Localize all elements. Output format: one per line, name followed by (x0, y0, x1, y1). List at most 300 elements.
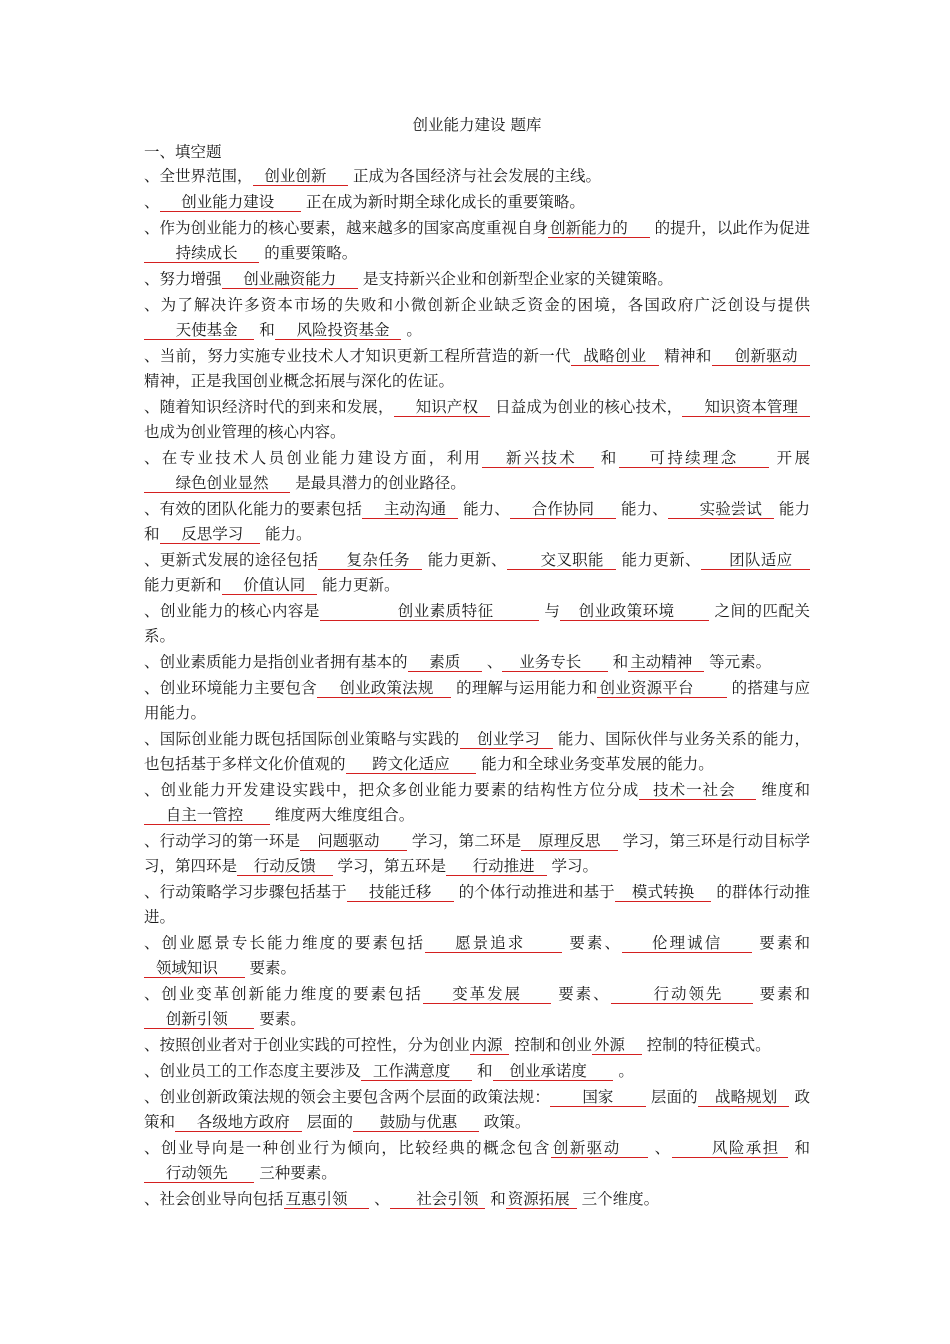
blank-padding (793, 551, 808, 569)
blank-padding (736, 781, 754, 799)
question-text: 政策和 (144, 1088, 810, 1131)
answer-blank (672, 1139, 789, 1158)
answer-text: 复杂任务 (346, 551, 410, 569)
blank-padding (798, 398, 808, 416)
blank-padding (700, 1088, 715, 1106)
question-text: 能力更新和 (144, 576, 222, 594)
question-text: 、为了解决许多资本市场的失败和小微创新企业缺乏资金的困境，各国政府广泛创设与提供 (144, 296, 810, 314)
question-text: 的重要策略。 (259, 244, 358, 262)
question-text: 能力更新、 (616, 551, 701, 569)
answer-text: 创新引领 (165, 1010, 228, 1028)
answer-text: 创业政策环境 (578, 602, 675, 620)
question-text: 、全世界范围， (144, 167, 253, 185)
answer-text: 内源 (471, 1036, 503, 1054)
blank-padding (703, 551, 729, 569)
answer-text: 实验尝试 (699, 500, 762, 518)
blank-padding (392, 1190, 417, 1208)
blank-padding (674, 1139, 712, 1157)
question-text: 、创业导向是一种创业行为倾向，比较经典的概念包含 (144, 1139, 551, 1157)
blank-padding (364, 500, 384, 518)
blank-padding (239, 857, 254, 875)
blank-padding (290, 1113, 300, 1131)
answer-text: 行动领先 (653, 985, 724, 1003)
blank-padding (348, 755, 373, 773)
blank-padding (494, 602, 537, 620)
answer-blank (390, 1190, 486, 1209)
answer-text: 知识产权 (415, 398, 479, 416)
blank-padding (336, 270, 356, 288)
answer-text: 知识资本管理 (704, 398, 799, 416)
blank-padding (601, 832, 616, 850)
question-text: 之间的匹配关系。 (144, 602, 810, 645)
question-text: 、当前，努力实施专业技术人才知识更新工程所营造的新一代 (144, 347, 571, 365)
fill-blank-question (144, 599, 810, 649)
blank-padding (349, 883, 369, 901)
question-text: 、 (369, 1190, 390, 1208)
blank-padding (462, 730, 478, 748)
blank-padding (355, 1113, 380, 1131)
answer-blank (510, 500, 616, 519)
blank-padding (562, 602, 578, 620)
blank-padding (621, 449, 650, 467)
fill-blank-question (144, 1136, 810, 1186)
fill-blank-question (144, 829, 810, 879)
question-text: 和 (593, 449, 619, 467)
blank-padding (670, 500, 700, 518)
blank-padding (348, 1190, 368, 1208)
blank-padding (617, 883, 632, 901)
question-text: 能力、国际伙伴与业务关系的能力，也包括基于多样文化价值观的 (144, 730, 810, 773)
answer-blank (592, 1036, 642, 1055)
question-text: 能力、 (458, 500, 510, 518)
fill-blank-question (144, 395, 810, 445)
blank-padding (434, 679, 449, 697)
fill-blank-question (144, 344, 810, 394)
answer-text: 主动沟通 (383, 500, 447, 518)
answer-text: 业务专长 (519, 653, 582, 671)
question-text: 。 (401, 321, 422, 339)
fill-blank-question (144, 446, 810, 496)
blank-padding (448, 857, 473, 875)
fill-blank-question (144, 293, 810, 343)
answer-text: 创业能力建设 (181, 193, 275, 211)
question-text: 、 (144, 193, 160, 211)
document-title: 创业能力建设 题库 (412, 116, 542, 134)
fill-blank-question (144, 216, 810, 266)
answer-blank (408, 653, 482, 672)
question-text: 、创业环境能力主要包含 (144, 679, 317, 697)
blank-padding (269, 474, 289, 492)
answer-blank (521, 832, 618, 851)
blank-padding (162, 193, 182, 211)
fill-blank-question (144, 190, 810, 215)
answer-blank (347, 883, 454, 902)
answer-text: 天使基金 (175, 321, 238, 339)
blank-padding (684, 398, 704, 416)
answer-blank (560, 602, 709, 621)
question-text: 能力和 (144, 500, 810, 543)
answer-text: 问题驱动 (317, 832, 380, 850)
question-text: 、社会创业导向包括 (144, 1190, 284, 1208)
blank-padding (535, 857, 545, 875)
answer-blank (394, 398, 491, 417)
question-text: 开展 (769, 449, 810, 467)
answer-text: 战略创业 (583, 347, 647, 365)
fill-blank-question (144, 1085, 810, 1135)
blank-padding (641, 781, 653, 799)
answer-blank (353, 1113, 479, 1132)
answer-text: 创业融资能力 (243, 270, 337, 288)
answer-text: 创业资源平台 (599, 679, 694, 697)
blank-padding (238, 321, 253, 339)
answer-blank (507, 551, 616, 570)
question-text: 、国际创业能力既包括国际创业策略与实践的 (144, 730, 460, 748)
answer-blank (160, 193, 301, 212)
answer-text: 社会引领 (416, 1190, 479, 1208)
question-text: 能力和全球业务变革发展的能力。 (476, 755, 714, 773)
blank-padding (798, 347, 808, 365)
question-text: 、更新式发展的途径包括 (144, 551, 319, 569)
question-text: 是最具潜力的创业路径。 (290, 474, 466, 492)
question-text: 和 (607, 653, 629, 671)
blank-padding (694, 883, 709, 901)
fill-blank-question (144, 267, 810, 292)
blank-padding (390, 321, 400, 339)
question-text: 能力更新。 (317, 576, 400, 594)
question-text: 的群体行动推进。 (144, 883, 810, 926)
answer-blank (253, 167, 349, 186)
blank-padding (460, 653, 480, 671)
blank-padding (523, 832, 538, 850)
answer-blank (506, 1190, 577, 1209)
blank-padding (484, 449, 506, 467)
fill-blank-question (144, 982, 810, 1032)
question-text: 的搭建与应用能力。 (144, 679, 811, 722)
question-text: 和 (472, 1062, 493, 1080)
blank-padding (228, 1010, 253, 1028)
blank-padding (621, 1139, 647, 1157)
answer-blank (346, 755, 477, 774)
blank-padding (146, 474, 176, 492)
blank-padding (570, 1190, 575, 1208)
answer-blank (470, 1036, 510, 1055)
question-text: 也成为创业管理的核心内容。 (144, 423, 346, 441)
answer-blank (597, 679, 726, 698)
question-text: 能力、 (616, 500, 668, 518)
fill-blank-question (144, 164, 810, 189)
answer-blank (550, 1088, 646, 1107)
answer-blank (611, 985, 753, 1004)
fill-blank-question (144, 931, 810, 981)
question-text: 学习，第三环是行动目标学习，第四环是 (144, 832, 810, 875)
blank-padding (625, 1036, 640, 1054)
question-text: 、行动策略学习步骤包括基于 (144, 883, 347, 901)
blank-padding (322, 602, 398, 620)
blank-padding (218, 959, 243, 977)
answer-text: 伦理诚信 (652, 934, 723, 952)
blank-padding (316, 857, 331, 875)
blank-padding (305, 576, 315, 594)
answer-blank (175, 1113, 302, 1132)
blank-padding (302, 832, 317, 850)
question-text: 是支持新兴企业和创新型企业家的关键策略。 (357, 270, 673, 288)
question-text: 和 (254, 321, 275, 339)
question-text: 政策。 (478, 1113, 531, 1131)
answer-text: 创新能力的 (550, 219, 628, 237)
answer-text: 创新驱动 (734, 347, 798, 365)
question-text: 、有效的团队化能力的要素包括 (144, 500, 362, 518)
answer-text: 行动领先 (165, 1164, 228, 1182)
question-text: 、按照创业者对于创业实践的可控性，分为创业 (144, 1036, 470, 1054)
question-text: 学习，第二环是 (406, 832, 522, 850)
question-text: 、 (648, 1139, 672, 1157)
blank-padding (714, 347, 735, 365)
blank-padding (675, 602, 708, 620)
answer-blank (318, 551, 422, 570)
blank-padding (243, 525, 258, 543)
blank-padding (587, 1062, 612, 1080)
blank-padding (777, 1088, 787, 1106)
question-text: 三个维度。 (576, 1190, 660, 1208)
fill-blank-question (144, 497, 810, 547)
answer-text: 跨文化适应 (372, 755, 450, 773)
question-text: 精神和 (658, 347, 712, 365)
answer-blank (668, 500, 774, 519)
fill-blank-question (144, 548, 810, 598)
blank-padding (224, 270, 244, 288)
answer-blank (237, 857, 333, 876)
question-text: 、创业员工的工作态度主要涉及 (144, 1062, 362, 1080)
blank-padding (504, 653, 519, 671)
blank-padding (495, 1062, 510, 1080)
blank-padding (450, 755, 475, 773)
answer-blank (144, 959, 245, 978)
blank-padding (522, 985, 549, 1003)
question-text: 、努力增强 (144, 270, 222, 288)
question-text: 能力。 (260, 525, 312, 543)
blank-padding (604, 551, 615, 569)
blank-padding (509, 551, 541, 569)
answer-blank (144, 321, 254, 340)
answer-blank (160, 525, 261, 544)
question-text: 、行动学习的第一环是 (144, 832, 301, 850)
blank-padding (478, 1190, 483, 1208)
answer-text: 行动反馈 (253, 857, 316, 875)
blank-padding (457, 1113, 477, 1131)
question-text: 要素、 (551, 985, 611, 1003)
answer-blank (144, 244, 259, 263)
blank-padding (450, 1062, 470, 1080)
question-text: 、创业能力开发建设实践中，把众多创业能力要素的结构性方位分成 (144, 781, 640, 799)
answer-text: 技术一社会 (653, 781, 736, 799)
blank-padding (552, 1088, 582, 1106)
answer-text: 创业政策法规 (339, 679, 434, 697)
answer-text: 领域知识 (155, 959, 218, 977)
question-text: 、创业能力的核心内容是 (144, 602, 320, 620)
blank-padding (146, 244, 176, 262)
blank-padding (723, 985, 750, 1003)
blank-padding (573, 347, 583, 365)
fill-blank-question (144, 880, 810, 930)
answer-blank (144, 806, 270, 825)
blank-padding (146, 321, 176, 339)
blank-padding (762, 500, 772, 518)
answer-blank (615, 883, 712, 902)
question-text: 等元素。 (704, 653, 772, 671)
answer-blank (222, 576, 318, 595)
blank-padding (277, 321, 297, 339)
blank-padding (581, 653, 606, 671)
blank-padding (320, 551, 346, 569)
answer-blank (628, 653, 704, 672)
fill-blank-question (144, 1033, 810, 1058)
question-text: 学习。 (546, 857, 598, 875)
answer-blank (222, 270, 358, 289)
blank-padding (431, 883, 451, 901)
blank-padding (380, 832, 405, 850)
answer-text: 风险投资基金 (296, 321, 390, 339)
blank-padding (410, 653, 430, 671)
document-page (144, 112, 810, 1212)
answer-text: 合作协同 (531, 500, 595, 518)
blank-padding (228, 1164, 253, 1182)
blank-padding (692, 653, 702, 671)
blank-padding (146, 959, 156, 977)
question-text: 日益成为创业的核心技术， (490, 398, 683, 416)
answer-blank (712, 347, 810, 366)
blank-padding (319, 679, 340, 697)
question-text: 。 (613, 1062, 634, 1080)
blank-padding (722, 934, 750, 952)
blank-padding (146, 1164, 166, 1182)
question-text: 、创业变革创新能力维度的要素包括 (144, 985, 423, 1003)
blank-padding (146, 806, 166, 824)
blank-padding (614, 1088, 644, 1106)
blank-padding (540, 730, 550, 748)
question-text: 、在专业技术人员创业能力建设方面，利用 (144, 449, 483, 467)
answer-text: 价值认同 (243, 576, 306, 594)
question-text: 的个体行动推进和基于 (453, 883, 615, 901)
answer-text: 战略规划 (714, 1088, 778, 1106)
question-text: 与 (539, 602, 561, 620)
question-text: 控制的特征模式。 (641, 1036, 771, 1054)
question-text: 层面的 (645, 1088, 698, 1106)
answer-blank (425, 934, 562, 953)
answer-text: 主动精神 (630, 653, 693, 671)
blank-padding (146, 1010, 166, 1028)
answer-blank (144, 1164, 254, 1183)
answer-text: 创业素质特征 (397, 602, 494, 620)
answer-blank (548, 219, 650, 238)
answer-blank (320, 602, 539, 621)
blank-padding (274, 193, 299, 211)
answer-blank (639, 781, 755, 800)
question-text: 学习，第五环是 (332, 857, 447, 875)
blank-padding (628, 219, 648, 237)
question-text: 精神，正是我国创业概念拓展与深化的佐证。 (144, 372, 455, 390)
answer-text: 愿景追求 (455, 934, 526, 952)
answer-text: 鼓励与优惠 (379, 1113, 458, 1131)
question-text: 、随着知识经济时代的到来和发展， (144, 398, 394, 416)
question-text: 的理解与运用能力和 (450, 679, 598, 697)
fill-blank-question (144, 676, 810, 726)
answer-blank (361, 1062, 472, 1081)
blank-padding (525, 934, 560, 952)
blank-padding (238, 244, 258, 262)
question-text: 控制和创业 (509, 1036, 592, 1054)
question-text: 、创业素质能力是指创业者拥有基本的 (144, 653, 408, 671)
answer-text: 创业创新 (264, 167, 327, 185)
blank-padding (224, 576, 244, 594)
answer-text: 创业学习 (477, 730, 541, 748)
answer-text: 国家 (582, 1088, 614, 1106)
blank-padding (243, 806, 268, 824)
answer-blank (551, 1139, 648, 1158)
question-text: 要素。 (244, 959, 296, 977)
blank-padding (425, 985, 452, 1003)
fill-blank-question (144, 1187, 810, 1212)
answer-text: 反思学习 (181, 525, 244, 543)
answer-text: 新兴技术 (505, 449, 578, 467)
question-text: 、创业创新政策法规的领会主要包含两个层面的政策法规： (144, 1088, 551, 1106)
answer-text: 外源 (593, 1036, 625, 1054)
answer-text: 可持续理念 (649, 449, 739, 467)
question-text: 能力更新、 (422, 551, 507, 569)
question-list (144, 164, 810, 1212)
fill-blank-question (144, 650, 810, 675)
question-text: 和 (485, 1190, 506, 1208)
blank-padding (780, 1139, 786, 1157)
answer-blank (701, 551, 810, 570)
blank-padding (326, 167, 346, 185)
question-text: 和 (788, 1139, 810, 1157)
question-text: 、 (481, 653, 503, 671)
answer-blank (144, 1010, 254, 1029)
blank-padding (478, 398, 488, 416)
question-text: 三种要素。 (254, 1164, 337, 1182)
question-text: 正成为各国经济与社会发展的主线。 (348, 167, 602, 185)
question-text: 的提升，以此作为促进 (649, 219, 810, 237)
answer-text: 各级地方政府 (196, 1113, 290, 1131)
answer-text: 风险承担 (711, 1139, 780, 1157)
question-text: 要素和 (752, 985, 810, 1003)
fill-blank-question (144, 778, 810, 828)
blank-padding (503, 1036, 508, 1054)
answer-text: 团队适应 (729, 551, 793, 569)
question-text: 要素。 (254, 1010, 306, 1028)
answer-text: 绿色创业显然 (175, 474, 269, 492)
blank-padding (512, 500, 532, 518)
answer-blank (362, 500, 458, 519)
blank-padding (255, 167, 265, 185)
blank-padding (739, 449, 768, 467)
answer-blank (317, 679, 451, 698)
answer-text: 创新驱动 (552, 1139, 621, 1157)
question-text: 维度和 (755, 781, 810, 799)
answer-text: 变革发展 (452, 985, 522, 1003)
blank-padding (694, 679, 725, 697)
answer-blank (482, 449, 593, 468)
question-text: 正在成为新时期全球化成长的重要策略。 (300, 193, 585, 211)
answer-blank (446, 857, 547, 876)
answer-blank (493, 1062, 614, 1081)
question-text: 、创业愿景专长能力维度的要素包括 (144, 934, 426, 952)
question-text: 要素、 (562, 934, 623, 952)
blank-padding (162, 525, 182, 543)
answer-blank (619, 449, 770, 468)
answer-text: 持续成长 (175, 244, 238, 262)
answer-text: 素质 (429, 653, 461, 671)
